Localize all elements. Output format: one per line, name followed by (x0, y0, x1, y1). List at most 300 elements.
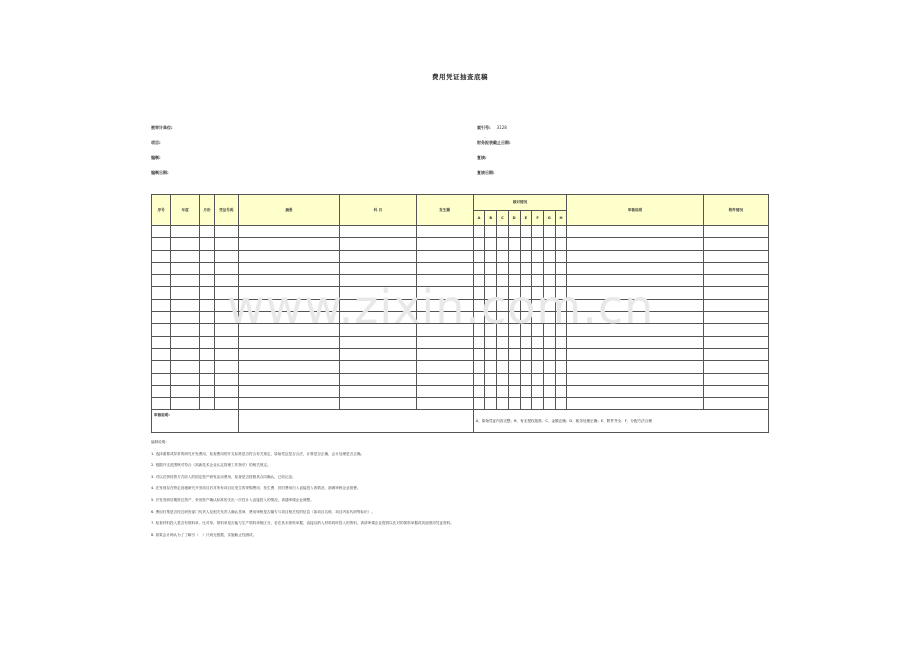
table-cell[interactable] (567, 336, 703, 348)
table-cell[interactable] (532, 398, 544, 410)
table-cell[interactable] (567, 348, 703, 360)
table-cell[interactable] (543, 250, 555, 262)
table-cell[interactable] (520, 398, 532, 410)
table-cell[interactable] (473, 361, 485, 373)
table-cell[interactable] (171, 226, 200, 238)
table-cell[interactable] (473, 299, 485, 311)
table-cell[interactable] (555, 226, 567, 238)
table-cell[interactable] (508, 238, 520, 250)
table-cell[interactable] (171, 336, 200, 348)
table-cell[interactable] (508, 312, 520, 324)
table-cell[interactable] (171, 312, 200, 324)
table-cell[interactable] (567, 226, 703, 238)
document-title: 费用凭证抽查底稿 (432, 73, 488, 81)
table-cell[interactable] (703, 398, 768, 410)
table-cell[interactable] (555, 238, 567, 250)
table-cell[interactable] (508, 398, 520, 410)
table-cell[interactable] (497, 287, 509, 299)
table-cell[interactable] (215, 299, 238, 311)
table-cell[interactable] (567, 385, 703, 397)
table-row (152, 398, 769, 410)
header-check-g: G (543, 211, 555, 226)
meta-project (151, 140, 167, 146)
table-cell[interactable] (199, 238, 214, 250)
meta-auditee-label: 被审计单位: (151, 125, 173, 130)
table-cell[interactable] (199, 312, 214, 324)
table-cell[interactable] (555, 324, 567, 336)
table-cell[interactable] (199, 324, 214, 336)
table-cell[interactable] (543, 361, 555, 373)
meta-review-date-label: 复核日期: (477, 170, 495, 175)
table-cell[interactable] (340, 312, 416, 324)
note-item: 5. 开发发研后期资记资产，采用资产确认标准的支出一次性计入直接投入的情况，请通审课企业调整。 (151, 497, 314, 502)
table-cell[interactable] (532, 361, 544, 373)
table-cell[interactable] (215, 324, 238, 336)
meta-reviewer-label: 复核: (477, 155, 487, 160)
table-cell[interactable] (199, 299, 214, 311)
table-cell[interactable] (497, 324, 509, 336)
table-cell[interactable] (171, 373, 200, 385)
table-cell[interactable] (152, 299, 171, 311)
table-cell[interactable] (532, 262, 544, 274)
table-cell[interactable] (199, 385, 214, 397)
note-item: 6. 费用归集是否经过研发部门负责人及相关负责人确认签章，费用审核是否属专与项目相关性的信息（如项目名称、项目内容代码等标识）。 (151, 509, 375, 514)
table-cell[interactable] (497, 336, 509, 348)
table-cell[interactable] (171, 398, 200, 410)
table-cell[interactable] (520, 312, 532, 324)
table-cell[interactable] (520, 287, 532, 299)
table-cell[interactable] (485, 385, 497, 397)
table-cell[interactable] (152, 385, 171, 397)
table-cell[interactable] (238, 336, 340, 348)
table-cell[interactable] (703, 226, 768, 238)
table-cell[interactable] (567, 324, 703, 336)
table-cell[interactable] (555, 287, 567, 299)
table-cell[interactable] (416, 238, 473, 250)
table-cell[interactable] (340, 250, 416, 262)
table-cell[interactable] (485, 312, 497, 324)
table-cell[interactable] (555, 275, 567, 287)
table-cell[interactable] (152, 373, 171, 385)
table-cell[interactable] (555, 348, 567, 360)
table-cell[interactable] (497, 262, 509, 274)
table-cell[interactable] (497, 299, 509, 311)
table-cell[interactable] (340, 262, 416, 274)
table-cell[interactable] (532, 226, 544, 238)
table-cell[interactable] (508, 226, 520, 238)
table-cell[interactable] (238, 324, 340, 336)
table-cell[interactable] (543, 226, 555, 238)
table-row (152, 385, 769, 397)
table-cell[interactable] (543, 262, 555, 274)
table-cell[interactable] (532, 275, 544, 287)
table-cell[interactable] (416, 398, 473, 410)
table-row (152, 373, 769, 385)
table-cell[interactable] (508, 250, 520, 262)
table-cell[interactable] (152, 336, 171, 348)
table-cell[interactable] (567, 312, 703, 324)
table-cell[interactable] (152, 398, 171, 410)
table-cell[interactable] (497, 398, 509, 410)
table-cell[interactable] (703, 275, 768, 287)
table-cell[interactable] (555, 312, 567, 324)
table-cell[interactable] (215, 373, 238, 385)
table-cell[interactable] (497, 361, 509, 373)
table-cell[interactable] (473, 373, 485, 385)
table-cell[interactable] (532, 312, 544, 324)
table-cell[interactable] (485, 287, 497, 299)
table-cell[interactable] (508, 361, 520, 373)
table-cell[interactable] (340, 299, 416, 311)
note-item: 1. 选择重要或异常的研究开发费用，检查费用的开支标准是否符合有关规定，原始凭证是否合法，计算是否正确，会计处理是否正确。 (151, 451, 365, 456)
table-cell[interactable] (485, 348, 497, 360)
table-cell[interactable] (340, 275, 416, 287)
note-item: 8. 如果会计师认为了了解引（ ）只到无根据，实施截止性测试。 (151, 532, 257, 537)
table-cell[interactable] (703, 361, 768, 373)
table-cell[interactable] (416, 275, 473, 287)
table-cell[interactable] (508, 385, 520, 397)
table-cell[interactable] (152, 262, 171, 274)
table-cell[interactable] (215, 398, 238, 410)
table-cell[interactable] (485, 226, 497, 238)
table-cell[interactable] (215, 275, 238, 287)
table-row (152, 226, 769, 238)
table-cell[interactable] (171, 275, 200, 287)
table-cell[interactable] (508, 373, 520, 385)
table-row (152, 238, 769, 250)
table-cell[interactable] (152, 348, 171, 360)
meta-project-label: 项目: (151, 140, 161, 145)
table-cell[interactable] (171, 324, 200, 336)
header-check-group: 核对情况 (473, 195, 567, 211)
table-cell[interactable] (703, 324, 768, 336)
table-cell[interactable] (532, 287, 544, 299)
table-cell[interactable] (520, 238, 532, 250)
table-cell[interactable] (543, 238, 555, 250)
table-cell[interactable] (532, 324, 544, 336)
table-cell[interactable] (508, 262, 520, 274)
table-cell[interactable] (520, 373, 532, 385)
table-cell[interactable] (497, 226, 509, 238)
table-cell[interactable] (416, 250, 473, 262)
table-cell[interactable] (152, 287, 171, 299)
table-cell[interactable] (171, 238, 200, 250)
table-cell[interactable] (703, 348, 768, 360)
table-cell[interactable] (199, 275, 214, 287)
table-cell[interactable] (508, 275, 520, 287)
table-cell[interactable] (473, 385, 485, 397)
table-cell[interactable] (703, 385, 768, 397)
table-cell[interactable] (555, 373, 567, 385)
table-row (152, 250, 769, 262)
header-check-f: F (532, 211, 544, 226)
table-cell[interactable] (532, 348, 544, 360)
table-cell[interactable] (508, 348, 520, 360)
meta-review-date (477, 170, 501, 176)
table-cell[interactable] (473, 262, 485, 274)
header-check-h: H (555, 211, 567, 226)
table-cell[interactable] (238, 361, 340, 373)
note-item: 2. 根据开支范围核对符合《高新技术企业认定管理工作指引》的相关规定。 (151, 463, 271, 468)
meta-auditee (151, 125, 179, 131)
table-cell[interactable] (508, 336, 520, 348)
header-attachment: 附件情况 (703, 195, 768, 226)
table-cell[interactable] (543, 336, 555, 348)
table-cell[interactable] (520, 250, 532, 262)
table-cell[interactable] (199, 361, 214, 373)
table-cell[interactable] (416, 361, 473, 373)
table-cell[interactable] (567, 373, 703, 385)
table-cell[interactable] (508, 287, 520, 299)
table-cell[interactable] (473, 398, 485, 410)
table-cell[interactable] (416, 226, 473, 238)
table-cell[interactable] (199, 398, 214, 410)
table-cell[interactable] (215, 226, 238, 238)
table-cell[interactable] (703, 287, 768, 299)
meta-preparer (151, 155, 167, 161)
table-cell[interactable] (152, 238, 171, 250)
table-row (152, 299, 769, 311)
table-cell[interactable] (199, 348, 214, 360)
notes-block (151, 437, 454, 541)
table-cell[interactable] (215, 385, 238, 397)
table-cell[interactable] (567, 361, 703, 373)
table-cell[interactable] (171, 262, 200, 274)
table-cell[interactable] (520, 348, 532, 360)
table-cell[interactable] (543, 324, 555, 336)
table-cell[interactable] (152, 250, 171, 262)
review-note: A、原始凭证内容完整；B、有无授权批准；C、金额正确；D、帐务处理正确；E、附件齐全；F、分配方法合理 (473, 410, 768, 433)
table-cell[interactable] (485, 250, 497, 262)
table-cell[interactable] (485, 238, 497, 250)
table-cell[interactable] (485, 262, 497, 274)
table-cell[interactable] (497, 312, 509, 324)
table-cell[interactable] (473, 250, 485, 262)
table-cell[interactable] (238, 262, 340, 274)
table-cell[interactable] (215, 250, 238, 262)
table-cell[interactable] (340, 336, 416, 348)
table-cell[interactable] (238, 287, 340, 299)
table-cell[interactable] (473, 226, 485, 238)
table-cell[interactable] (543, 312, 555, 324)
header-account: 科 目 (340, 195, 416, 226)
table-cell[interactable] (532, 336, 544, 348)
header-remarks: 审核说明 (567, 195, 703, 226)
table-cell[interactable] (171, 385, 200, 397)
table-cell[interactable] (171, 287, 200, 299)
table-cell[interactable] (152, 226, 171, 238)
table-cell[interactable] (416, 324, 473, 336)
table-row (152, 324, 769, 336)
table-cell[interactable] (520, 336, 532, 348)
table-cell[interactable] (340, 398, 416, 410)
table-cell[interactable] (340, 373, 416, 385)
table-cell[interactable] (473, 287, 485, 299)
table-cell[interactable] (215, 262, 238, 274)
header-check-a: A (473, 211, 485, 226)
table-cell[interactable] (171, 348, 200, 360)
table-cell[interactable] (543, 299, 555, 311)
table-body (152, 226, 769, 410)
table-cell[interactable] (520, 275, 532, 287)
table-cell[interactable] (555, 385, 567, 397)
table-cell[interactable] (340, 361, 416, 373)
table-cell[interactable] (215, 348, 238, 360)
table-cell[interactable] (520, 262, 532, 274)
table-cell[interactable] (532, 299, 544, 311)
table-cell[interactable] (543, 373, 555, 385)
table-cell[interactable] (497, 238, 509, 250)
table-cell[interactable] (238, 250, 340, 262)
table-cell[interactable] (532, 250, 544, 262)
table-cell[interactable] (567, 238, 703, 250)
table-cell[interactable] (238, 226, 340, 238)
table-cell[interactable] (199, 287, 214, 299)
table-cell[interactable] (473, 348, 485, 360)
table-cell[interactable] (238, 373, 340, 385)
table-cell[interactable] (171, 361, 200, 373)
table-cell[interactable] (199, 336, 214, 348)
table-cell[interactable] (532, 385, 544, 397)
table-cell[interactable] (340, 385, 416, 397)
table-cell[interactable] (238, 238, 340, 250)
table-cell[interactable] (703, 262, 768, 274)
header-check-c: C (497, 211, 509, 226)
table-cell[interactable] (703, 299, 768, 311)
table-cell[interactable] (416, 348, 473, 360)
table-cell[interactable] (215, 361, 238, 373)
table-cell[interactable] (567, 287, 703, 299)
meta-preparer-label: 编制: (151, 155, 161, 160)
table-cell[interactable] (473, 336, 485, 348)
table-cell[interactable] (497, 250, 509, 262)
table-cell[interactable] (555, 336, 567, 348)
table-cell[interactable] (485, 336, 497, 348)
table-cell[interactable] (340, 287, 416, 299)
table-cell[interactable] (152, 275, 171, 287)
table-cell[interactable] (497, 348, 509, 360)
table-cell[interactable] (473, 312, 485, 324)
table-cell[interactable] (416, 287, 473, 299)
table-cell[interactable] (485, 324, 497, 336)
table-cell[interactable] (532, 373, 544, 385)
table-cell[interactable] (508, 324, 520, 336)
table-cell[interactable] (555, 398, 567, 410)
table-cell[interactable] (238, 385, 340, 397)
table-cell[interactable] (416, 385, 473, 397)
table-cell[interactable] (485, 299, 497, 311)
header-check-b: B (485, 211, 497, 226)
table-cell[interactable] (567, 262, 703, 274)
table-cell[interactable] (485, 373, 497, 385)
table-cell[interactable] (543, 398, 555, 410)
table-cell[interactable] (555, 250, 567, 262)
table-cell[interactable] (532, 238, 544, 250)
table-cell[interactable] (416, 336, 473, 348)
table-cell[interactable] (238, 299, 340, 311)
table-cell[interactable] (567, 299, 703, 311)
table-cell[interactable] (416, 262, 473, 274)
table-cell[interactable] (238, 348, 340, 360)
table-cell[interactable] (152, 361, 171, 373)
table-cell[interactable] (215, 336, 238, 348)
table-cell[interactable] (171, 299, 200, 311)
table-cell[interactable] (416, 312, 473, 324)
table-cell[interactable] (567, 250, 703, 262)
table-row (152, 361, 769, 373)
table-cell[interactable] (416, 299, 473, 311)
table-cell[interactable] (520, 385, 532, 397)
meta-index-no (477, 125, 507, 131)
table-cell[interactable] (543, 348, 555, 360)
table-cell[interactable] (340, 238, 416, 250)
table-cell[interactable] (199, 250, 214, 262)
table-cell[interactable] (199, 226, 214, 238)
table-row (152, 287, 769, 299)
table-cell[interactable] (497, 373, 509, 385)
table-cell[interactable] (473, 238, 485, 250)
table-cell[interactable] (567, 398, 703, 410)
table-cell[interactable] (520, 361, 532, 373)
table-cell[interactable] (340, 226, 416, 238)
table-cell[interactable] (473, 324, 485, 336)
table-cell[interactable] (703, 238, 768, 250)
table-cell[interactable] (703, 373, 768, 385)
table-cell[interactable] (567, 275, 703, 287)
table-cell[interactable] (215, 287, 238, 299)
table-cell[interactable] (555, 262, 567, 274)
table-cell[interactable] (340, 348, 416, 360)
meta-index-no-value: 3128 (496, 125, 507, 130)
table-cell[interactable] (497, 275, 509, 287)
table-cell[interactable] (520, 324, 532, 336)
table-cell[interactable] (543, 275, 555, 287)
table-cell[interactable] (520, 226, 532, 238)
table-cell[interactable] (555, 299, 567, 311)
table-cell[interactable] (340, 324, 416, 336)
table-cell[interactable] (152, 324, 171, 336)
table-cell[interactable] (497, 385, 509, 397)
table-cell[interactable] (473, 275, 485, 287)
table-cell[interactable] (555, 361, 567, 373)
header-check-d: D (508, 211, 520, 226)
header-year: 年度 (171, 195, 200, 226)
table-cell[interactable] (543, 287, 555, 299)
table-cell[interactable] (485, 398, 497, 410)
table-cell[interactable] (199, 262, 214, 274)
table-cell[interactable] (152, 312, 171, 324)
table-cell[interactable] (215, 238, 238, 250)
table-row (152, 262, 769, 274)
meta-reviewer (477, 155, 493, 161)
table-cell[interactable] (703, 250, 768, 262)
table-cell[interactable] (520, 299, 532, 311)
table-cell[interactable] (171, 250, 200, 262)
table-cell[interactable] (416, 373, 473, 385)
table-cell[interactable] (485, 361, 497, 373)
table-cell[interactable] (199, 373, 214, 385)
table-cell[interactable] (508, 299, 520, 311)
table-cell[interactable] (485, 275, 497, 287)
table-cell[interactable] (703, 336, 768, 348)
table-cell[interactable] (703, 312, 768, 324)
table-row (152, 348, 769, 360)
table-cell[interactable] (543, 385, 555, 397)
table-cell[interactable] (238, 398, 340, 410)
table-cell[interactable] (215, 312, 238, 324)
table-cell[interactable] (238, 275, 340, 287)
table-cell[interactable] (238, 312, 340, 324)
